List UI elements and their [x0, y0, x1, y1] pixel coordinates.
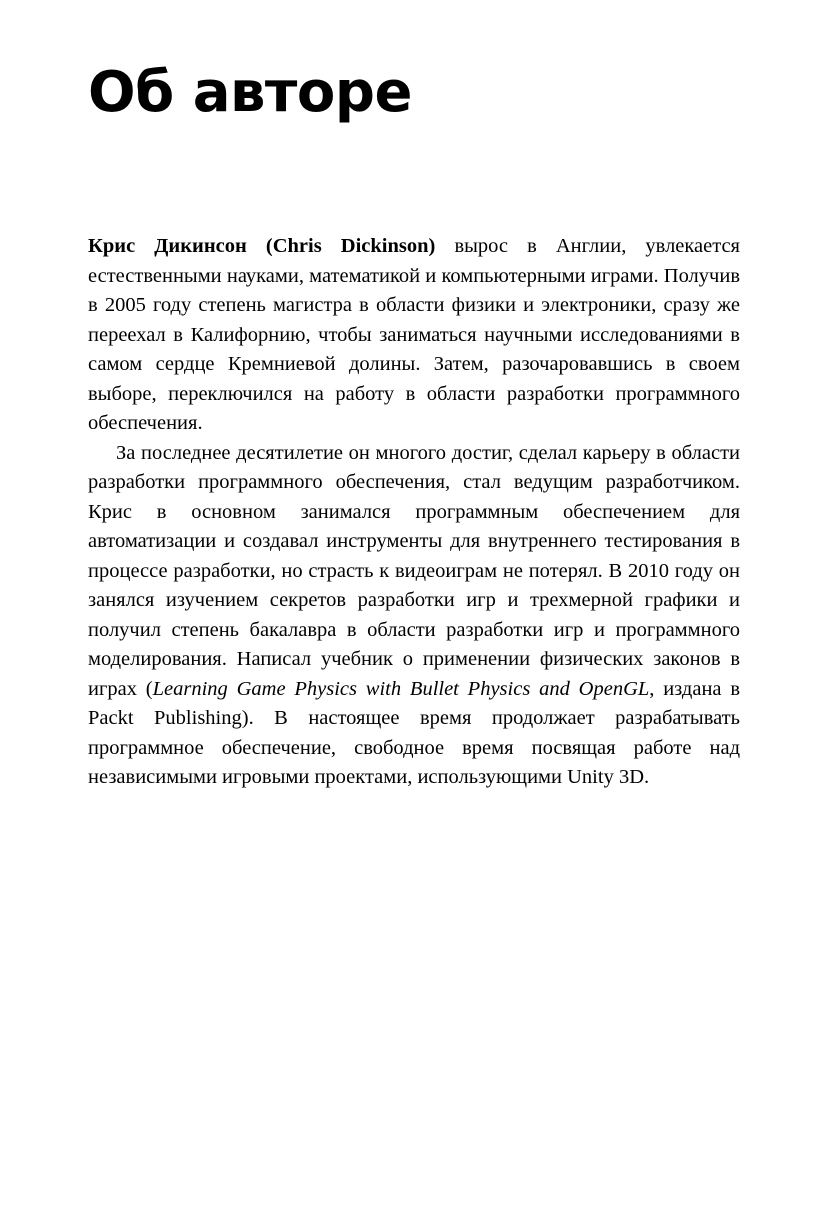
paragraph-author-bio-2: [88, 439, 740, 793]
paragraph-1-text: вырос в Англии, увлекается естественными науками, математикой и компьютерными играми. Получив в 2005 году степень магистра в области физики и электроники, сразу же переехал в Калифорнию, чтобы заниматься научными исследованиями в самом сердце Кремниевой долины. Затем, разочаровавшись в своем выборе, переключился на работу в области разработки программного обеспечения.: [88, 235, 740, 434]
paragraph-author-bio-1: [88, 232, 740, 439]
body-text: [88, 232, 740, 793]
paragraph-2-text-part1: За последнее десятилетие он многого достиг, сделал карьеру в области разработки программного обеспечения, стал ведущим разработчиком. Крис в основном занимался программным обеспечением для автоматизации и создавал инструменты для внутреннего тестирования в процессе разработки, но страсть к видеоиграм не потерял. В 2010 году он занялся изучением секретов разработки игр и трехмерной графики и получил степень бакалавра в области разработки игр и программного моделирования. Написал учебник о применении физических законов в играх (: [88, 441, 740, 700]
book-title: Learning Game Physics with Bullet Physics and OpenGL: [152, 677, 650, 700]
author-name: Крис Дикинсон (Chris Dickinson): [88, 235, 436, 257]
paragraph-2-text-part2: , издана в Packt Publishing). В настоящее время продолжает разрабатывать программное обеспечение, свободное время посвящая работе над независимыми игровыми проектами, использующими Unity 3D.: [88, 677, 740, 788]
page-title: Об авторе: [88, 60, 412, 125]
